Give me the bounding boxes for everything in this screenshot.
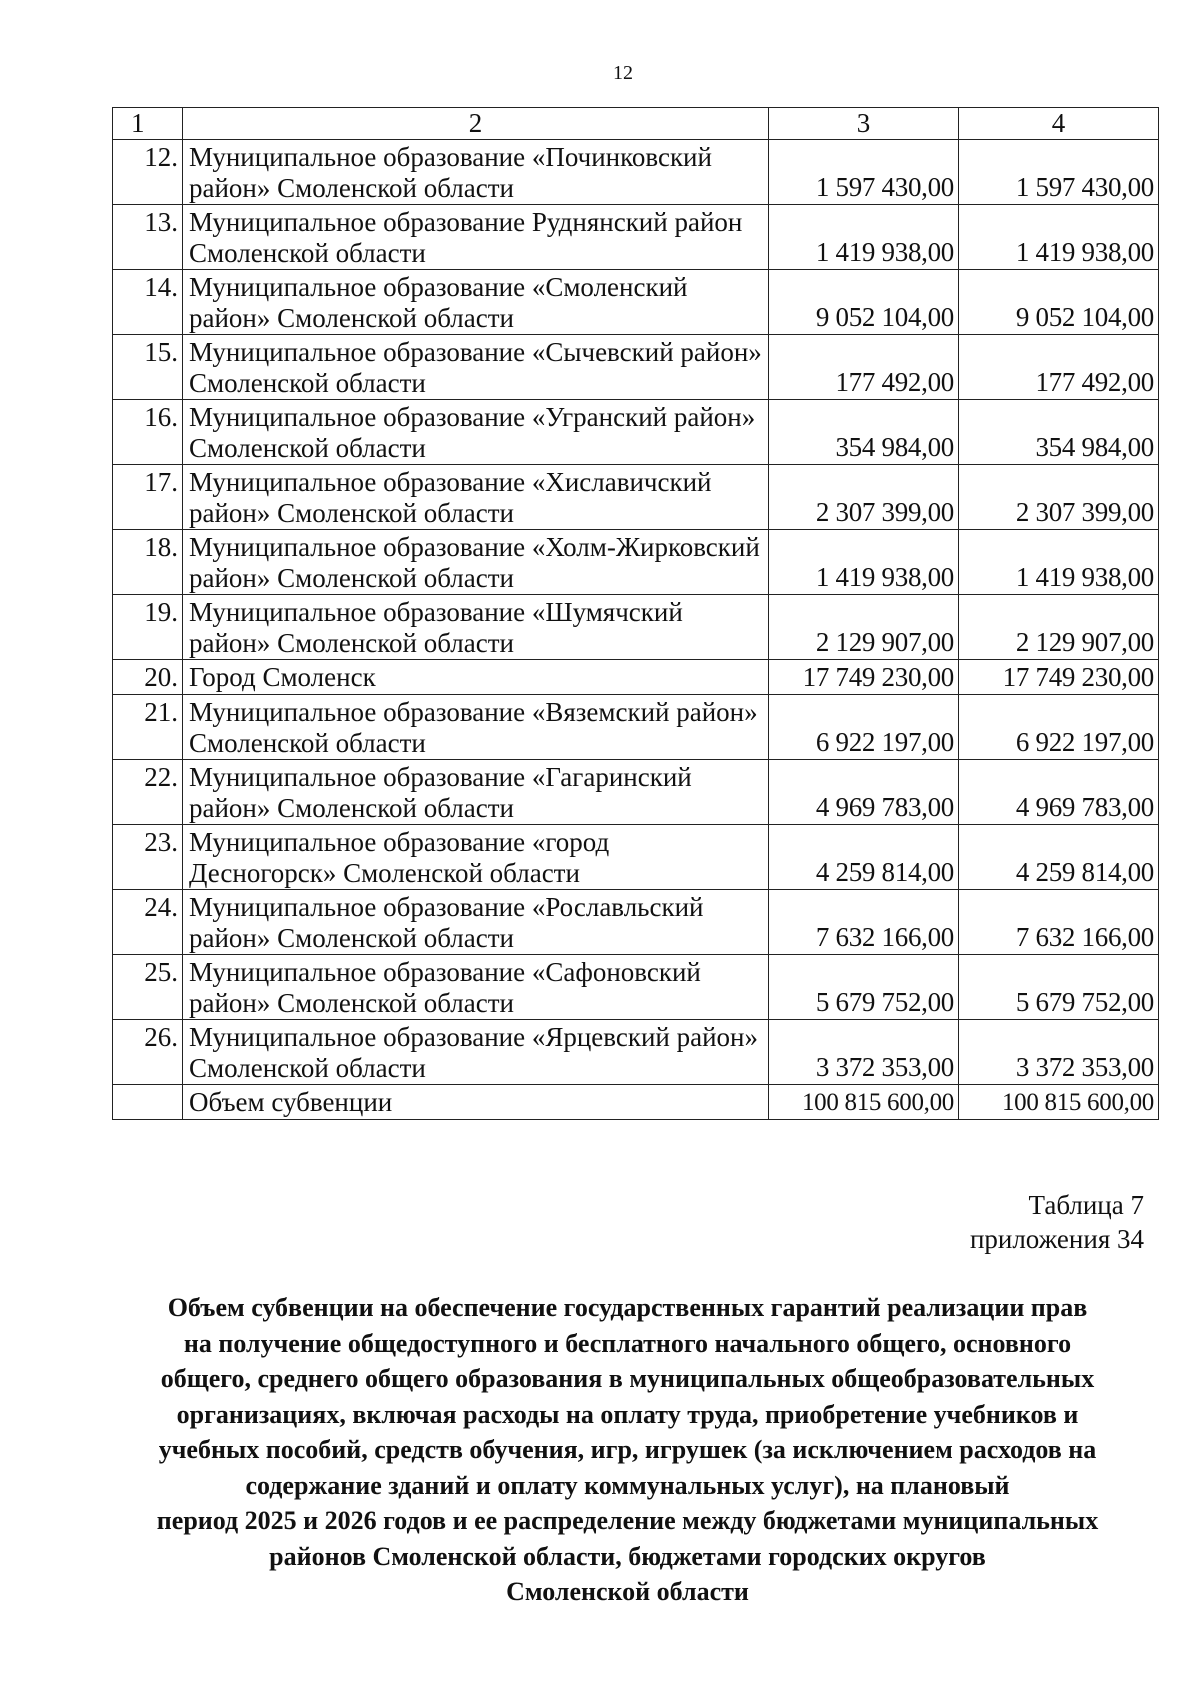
table-total-row <box>113 1085 1159 1120</box>
amount-col4: 2 129 907,00 <box>959 595 1159 660</box>
amount-col3: 1 597 430,00 <box>769 140 959 205</box>
page-number: 12 <box>613 62 633 84</box>
table-row <box>113 400 1159 465</box>
municipality-name: Муниципальное образование «Холм-Жирковский район» Смоленской области <box>183 530 769 595</box>
table-header-row <box>113 108 1159 140</box>
amount-col4: 17 749 230,00 <box>959 660 1159 695</box>
amount-col3: 4 259 814,00 <box>769 825 959 890</box>
total-col3: 100 815 600,00 <box>769 1085 959 1120</box>
amount-col4: 2 307 399,00 <box>959 465 1159 530</box>
table-row <box>113 205 1159 270</box>
heading-line: районов Смоленской области, бюджетами городских округов <box>269 1541 986 1571</box>
amount-col4: 1 419 938,00 <box>959 205 1159 270</box>
document-heading <box>95 1290 1160 1610</box>
amount-col4: 7 632 166,00 <box>959 890 1159 955</box>
table-row <box>113 530 1159 595</box>
table-row <box>113 825 1159 890</box>
row-number: 14. <box>113 270 183 335</box>
municipality-name: Муниципальное образование «Шумячский район» Смоленской области <box>183 595 769 660</box>
amount-col4: 177 492,00 <box>959 335 1159 400</box>
total-col4: 100 815 600,00 <box>959 1085 1159 1120</box>
row-number: 22. <box>113 760 183 825</box>
row-number: 19. <box>113 595 183 660</box>
amount-col3: 4 969 783,00 <box>769 760 959 825</box>
total-label: Объем субвенции <box>183 1085 769 1120</box>
row-number: 21. <box>113 695 183 760</box>
column-header-1: 1 <box>113 108 183 140</box>
table-row <box>113 140 1159 205</box>
amount-col4: 5 679 752,00 <box>959 955 1159 1020</box>
table-row <box>113 270 1159 335</box>
row-number: 12. <box>113 140 183 205</box>
municipality-name: Муниципальное образование «Хиславичский район» Смоленской области <box>183 465 769 530</box>
heading-line: на получение общедоступного и бесплатного начального общего, основного <box>183 1328 1072 1358</box>
amount-col3: 1 419 938,00 <box>769 530 959 595</box>
amount-col3: 3 372 353,00 <box>769 1020 959 1085</box>
heading-line: Объем субвенции на обеспечение государственных гарантий реализации прав <box>167 1293 1088 1322</box>
column-header-4: 4 <box>959 108 1159 140</box>
heading-line: организациях, включая расходы на оплату труда, приобретение учебников и <box>176 1399 1079 1429</box>
table-row <box>113 595 1159 660</box>
municipality-name: Муниципальное образование «Починковский район» Смоленской области <box>183 140 769 205</box>
row-number: 26. <box>113 1020 183 1085</box>
amount-col4: 9 052 104,00 <box>959 270 1159 335</box>
amount-col3: 6 922 197,00 <box>769 695 959 760</box>
municipality-name: Муниципальное образование Руднянский район Смоленской области <box>183 205 769 270</box>
amount-col3: 5 679 752,00 <box>769 955 959 1020</box>
table-row <box>113 695 1159 760</box>
amount-col4: 1 419 938,00 <box>959 530 1159 595</box>
amount-col3: 2 129 907,00 <box>769 595 959 660</box>
row-number: 24. <box>113 890 183 955</box>
municipality-name: Город Смоленск <box>183 660 769 695</box>
heading-line: учебных пособий, средств обучения, игр, игрушек (за исключением расходов на <box>158 1435 1097 1464</box>
table-row <box>113 890 1159 955</box>
column-header-3: 3 <box>769 108 959 140</box>
amount-col4: 354 984,00 <box>959 400 1159 465</box>
amount-col4: 4 969 783,00 <box>959 760 1159 825</box>
row-number: 15. <box>113 335 183 400</box>
amount-col3: 2 307 399,00 <box>769 465 959 530</box>
heading-line: содержание зданий и оплату коммунальных услуг), на плановый <box>245 1470 1010 1500</box>
row-number: 13. <box>113 205 183 270</box>
municipality-name: Муниципальное образование «Рославльский район» Смоленской области <box>183 890 769 955</box>
table-number: Таблица 7 <box>1028 1190 1144 1220</box>
row-number: 20. <box>113 660 183 695</box>
appendix-reference: приложения 34 <box>969 1224 1144 1254</box>
municipality-name: Муниципальное образование «Угранский район» Смоленской области <box>183 400 769 465</box>
table-row <box>113 465 1159 530</box>
municipality-name: Муниципальное образование «Сычевский район» Смоленской области <box>183 335 769 400</box>
row-number: 25. <box>113 955 183 1020</box>
table-row <box>113 1020 1159 1085</box>
total-row-number <box>113 1085 183 1120</box>
municipality-name: Муниципальное образование «Вяземский район» Смоленской области <box>183 695 769 760</box>
heading-line: Смоленской области <box>506 1577 749 1606</box>
amount-col4: 6 922 197,00 <box>959 695 1159 760</box>
amount-col3: 354 984,00 <box>769 400 959 465</box>
amount-col4: 3 372 353,00 <box>959 1020 1159 1085</box>
municipality-name: Муниципальное образование «город Десногорск» Смоленской области <box>183 825 769 890</box>
municipality-name: Муниципальное образование «Гагаринский район» Смоленской области <box>183 760 769 825</box>
row-number: 16. <box>113 400 183 465</box>
amount-col3: 7 632 166,00 <box>769 890 959 955</box>
row-number: 18. <box>113 530 183 595</box>
heading-line: общего, среднего общего образования в муниципальных общеобразовательных <box>160 1364 1095 1393</box>
table-row <box>113 660 1159 695</box>
amount-col4: 4 259 814,00 <box>959 825 1159 890</box>
table-row <box>113 335 1159 400</box>
amount-col3: 1 419 938,00 <box>769 205 959 270</box>
subvention-table <box>112 107 1159 1120</box>
heading-line: период 2025 и 2026 годов и ее распределение между бюджетами муниципальных <box>156 1506 1099 1535</box>
row-number: 17. <box>113 465 183 530</box>
table-row <box>113 760 1159 825</box>
amount-col4: 1 597 430,00 <box>959 140 1159 205</box>
column-header-2: 2 <box>183 108 769 140</box>
row-number: 23. <box>113 825 183 890</box>
municipality-name: Муниципальное образование «Сафоновский район» Смоленской области <box>183 955 769 1020</box>
municipality-name: Муниципальное образование «Ярцевский район» Смоленской области <box>183 1020 769 1085</box>
amount-col3: 17 749 230,00 <box>769 660 959 695</box>
amount-col3: 9 052 104,00 <box>769 270 959 335</box>
table-caption <box>970 1188 1144 1256</box>
municipality-name: Муниципальное образование «Смоленский район» Смоленской области <box>183 270 769 335</box>
amount-col3: 177 492,00 <box>769 335 959 400</box>
table-row <box>113 955 1159 1020</box>
